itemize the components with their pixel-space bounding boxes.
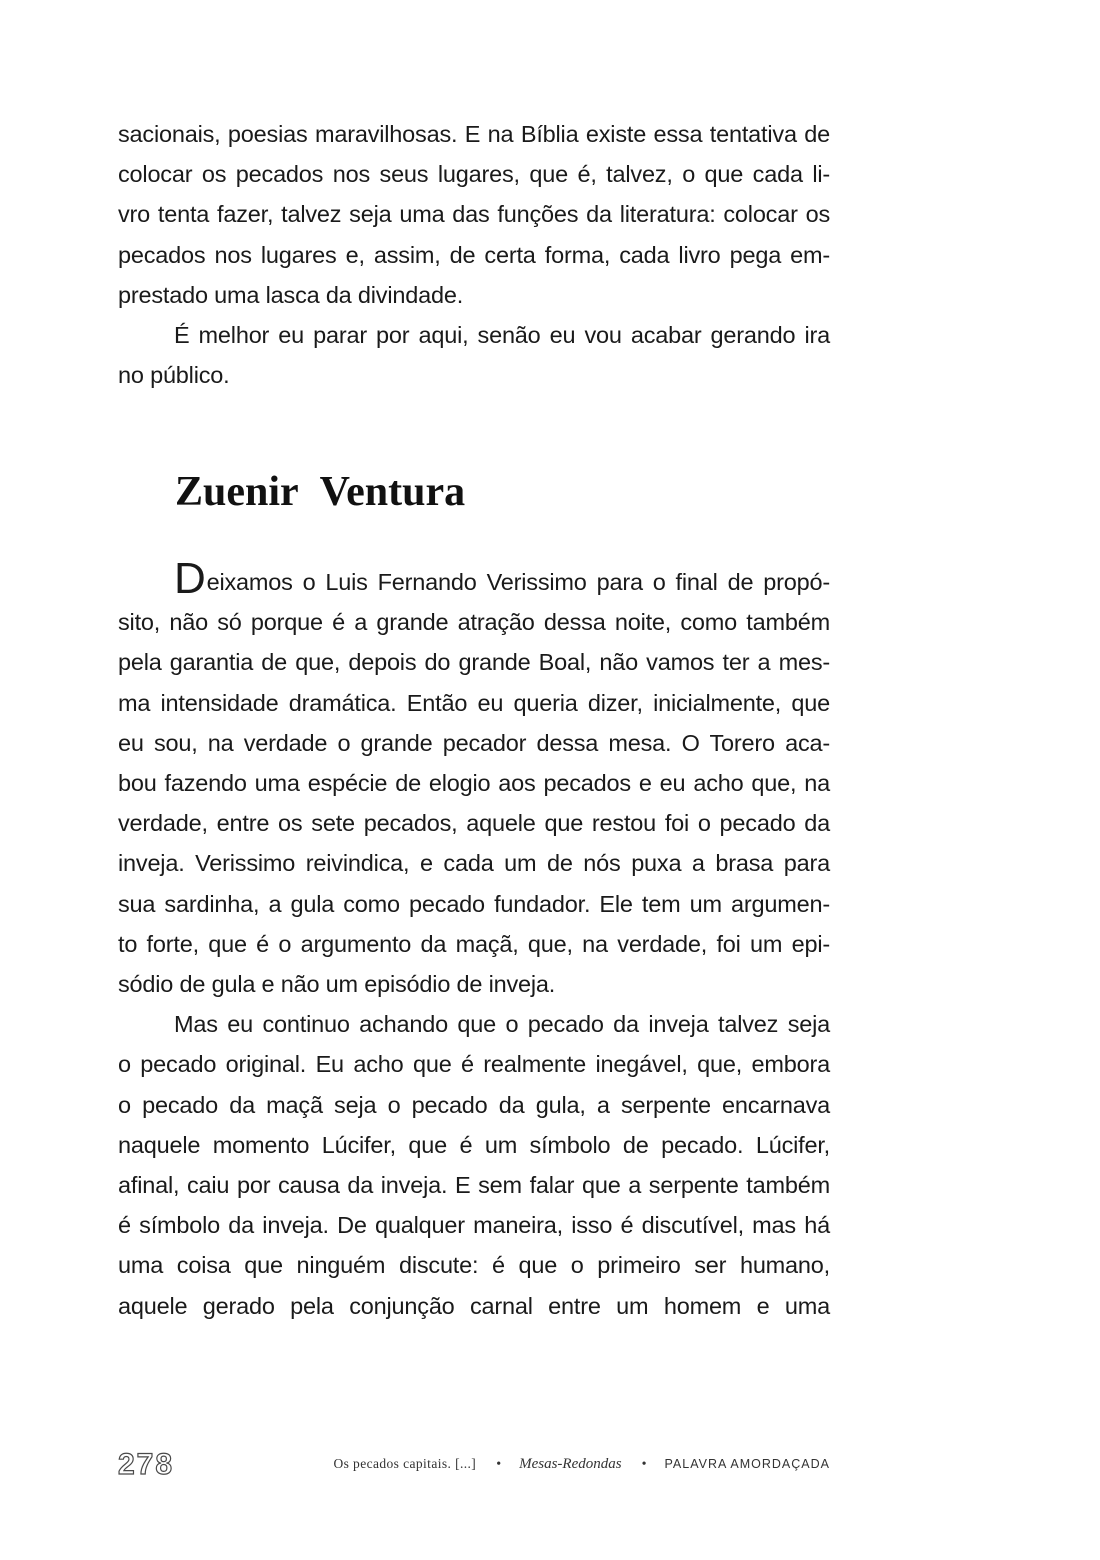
footer-chapter-title: Os pecados capitais. [...]: [333, 1456, 477, 1471]
section-heading: Zuenir Ventura: [175, 469, 466, 515]
text-line: o pecado da maçã seja o pecado da gula, a serpente encarnava: [118, 1091, 830, 1118]
text-line-rest: eixamos o Luis Fernando Verissimo para o final de propó-: [206, 569, 830, 595]
text-line: sito, não só porque é a grande atração dessa noite, como também: [118, 609, 830, 636]
text-line: o pecado original. Eu acho que é realmente inegável, que, embora: [118, 1051, 830, 1078]
text-line: sua sardinha, a gula como pecado fundador. Ele tem um argumen-: [118, 890, 830, 917]
text-line: É melhor eu parar por aqui, senão eu vou acabar gerando ira: [174, 322, 830, 349]
text-line: naquele momento Lúcifer, que é um símbolo de pecado. Lúcifer,: [118, 1131, 830, 1158]
text-line: inveja. Verissimo reivindica, e cada um de nós puxa a brasa para: [118, 850, 830, 877]
drop-cap: D: [174, 554, 206, 603]
text-line: bou fazendo uma espécie de elogio aos pecados e eu acho que, na: [118, 770, 830, 797]
text-line: colocar os pecados nos seus lugares, que é, talvez, o que cada li-: [118, 161, 830, 188]
text-line: pela garantia de que, depois do grande Boal, não vamos ter a mes-: [118, 649, 830, 676]
text-line: vro tenta fazer, talvez seja uma das funções da literatura: colocar os: [118, 201, 830, 228]
text-line: to forte, que é o argumento da maçã, que, na verdade, foi um epi-: [118, 930, 830, 957]
page-footer: [118, 1448, 830, 1488]
text-line: pecados nos lugares e, assim, de certa forma, cada livro pega em-: [118, 241, 830, 268]
text-line: verdade, entre os sete pecados, aquele que restou foi o pecado da: [118, 810, 830, 837]
text-line: eu sou, na verdade o grande pecador dessa mesa. O Torero aca-: [118, 729, 830, 756]
text-line: é símbolo da inveja. De qualquer maneira, isso é discutível, mas há: [118, 1212, 830, 1239]
text-line: sacionais, poesias maravilhosas. E na Bíblia existe essa tentativa de: [118, 121, 830, 147]
text-line: aquele gerado pela conjunção carnal entre um homem e uma: [118, 1292, 830, 1319]
section-body: [118, 554, 830, 1326]
page-number: 278: [118, 1448, 175, 1481]
running-footer: [333, 1456, 830, 1473]
footer-section-title: Mesas-Redondas: [519, 1456, 622, 1472]
text-line: prestado uma lasca da divindade.: [118, 281, 464, 308]
footer-book-title: PALAVRA AMORDAÇADA: [664, 1457, 830, 1471]
bullet-separator: •: [496, 1457, 502, 1472]
bullet-separator: •: [641, 1457, 647, 1472]
text-line: ma intensidade dramática. Então eu queria dizer, inicialmente, que: [118, 689, 830, 716]
top-paragraph: [118, 114, 830, 395]
text-line: Mas eu continuo achando que o pecado da inveja talvez seja: [174, 1011, 830, 1038]
text-line: no público.: [118, 362, 230, 389]
text-line: sódio de gula e não um episódio de inveja.: [118, 971, 556, 998]
text-line: uma coisa que ninguém discute: é que o primeiro ser humano,: [118, 1252, 830, 1279]
text-line: afinal, caiu por causa da inveja. E sem falar que a serpente também: [118, 1172, 830, 1199]
text-line-first: [118, 554, 830, 603]
